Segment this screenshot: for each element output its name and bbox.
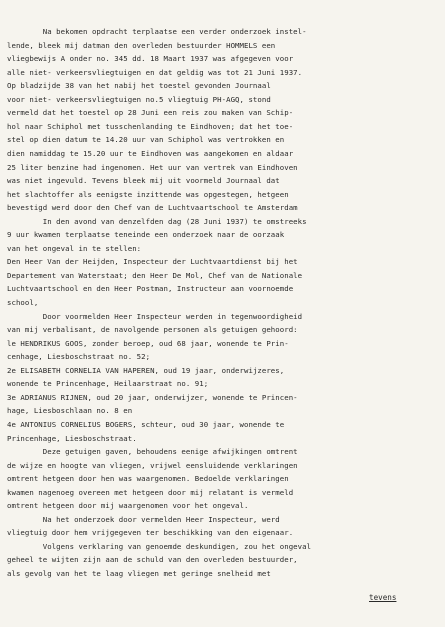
text-line: lende, bleek mij datman den overleden bestuurder HOMMELS een (7, 40, 276, 50)
text-line: dien namiddag te 15.20 uur te Eindhoven was aangekomen en aldaar (7, 148, 294, 158)
text-line: het slachtoffer als eenigste inzittende was opgestegen, hetgeen (7, 189, 289, 199)
text-line: vliegbewijs A onder no. 345 dd. 18 Maart 1937 was afgegeven voor (7, 54, 294, 64)
text-line: 25 liter benzine had ingenomen. Het uur van vertrek van Eindhoven (7, 162, 298, 172)
text-line: Luchtvaartschool en den Heer Postman, Instructeur aan voornoemde (7, 284, 294, 294)
text-line: Departement van Waterstaat; den Heer De Mol, Chef van de Nationale (7, 270, 303, 280)
text-line: kwamen nagenoeg overeen met hetgeen door mij relatant is vermeld (7, 487, 294, 497)
text-line: Door voormelden Heer Inspecteur werden in tegenwoordigheid (7, 311, 303, 321)
text-line: was niet ingevuld. Tevens bleek mij uit voormeld Journaal dat (7, 176, 280, 186)
text-line: van mij verbalisant, de navolgende personen als getuigen gehoord: (7, 325, 298, 335)
text-line: Den Heer Van der Heijden, Inspecteur der Luchtvaartdienst bij het (7, 257, 298, 267)
text-line: van het ongeval in te stellen: (7, 243, 142, 253)
text-line: geheel te wijten zijn aan de schuld van den overleden bestuurder, (7, 555, 298, 565)
text-line: Deze getuigen gaven, behoudens eenige afwijkingen omtrent (7, 447, 298, 457)
text-line: bevestigd werd door den Chef van de Luchtvaartschool te Amsterdam (7, 203, 298, 213)
text-line: hol naar Schiphol met tusschenlanding te Eindhoven; dat het toe- (7, 121, 294, 131)
text-line: In den avond van denzelfden dag (28 Juni 1937) te omstreeks (7, 216, 307, 226)
text-line: voor niet- verkeersvliegtuigen no.5 vliegtuig PH-AGQ, stond (7, 94, 271, 104)
text-line: wonende te Princenhage, Heilaarstraat no. 91; (7, 379, 209, 389)
text-line: 4e ANTONIUS CORNELIUS BOGERS, schteur, oud 30 jaar, wonende te (7, 419, 285, 429)
text-line: omtrent hetgeen door hen was waargenomen. Bedoelde verklaringen (7, 474, 289, 484)
text-line: vermeld dat het toestel op 28 Juni een reis zou maken van Schip- (7, 108, 294, 118)
text-line: als gevolg van het te laag vliegen met geringe snelheid met (7, 569, 271, 578)
text-line: 3e ADRIANUS RIJNEN, oud 20 jaar, onderwijzer, wonende te Princen- (7, 392, 298, 402)
text-line: hage, Liesboschlaan no. 8 en (7, 406, 133, 416)
text-line: Na het onderzoek door vermelden Heer Inspecteur, werd (7, 514, 280, 524)
text-line: Na bekomen opdracht terplaatse een verder onderzoek instel- (7, 27, 307, 36)
text-line: Op bladzijde 38 van het nabij het toestel gevonden Journaal (7, 81, 271, 91)
text-line: Princenhage, Liesboschstraat. (7, 433, 137, 443)
text-line: omtrent hetgeen door mij waargenomen voor het ongeval. (7, 501, 249, 511)
text-line: de wijze en hoogte van vliegen, vrijwel eensluidende verklaringen (7, 460, 298, 470)
text-line: alle niet- verkeersvliegtuigen en dat geldig was tot 21 Juni 1937. (7, 67, 303, 77)
text-line: le HENDRIKUS GOOS, zonder beroep, oud 68 jaar, wonende te Prin- (7, 338, 289, 348)
text-line: stel op dien datum te 14.20 uur van Schiphol was vertrokken en (7, 135, 285, 145)
text-line: vliegtuig door hem vrijgegeven ter beschikking van den eigenaar. (7, 528, 294, 538)
text-line: 2e ELISABETH CORNELIA VAN HAPEREN, oud 19 jaar, onderwijzeres, (7, 365, 285, 375)
catchword: tevens (369, 593, 397, 602)
text-line: 9 uur kwamen terplaatse teneinde een onderzoek naar de oorzaak (7, 230, 285, 240)
text-line: cenhage, Liesboschstraat no. 52; (7, 352, 151, 362)
text-line: Volgens verklaring van genoemde deskundigen, zou het ongeval (7, 541, 312, 551)
text-line: school, (7, 298, 39, 307)
